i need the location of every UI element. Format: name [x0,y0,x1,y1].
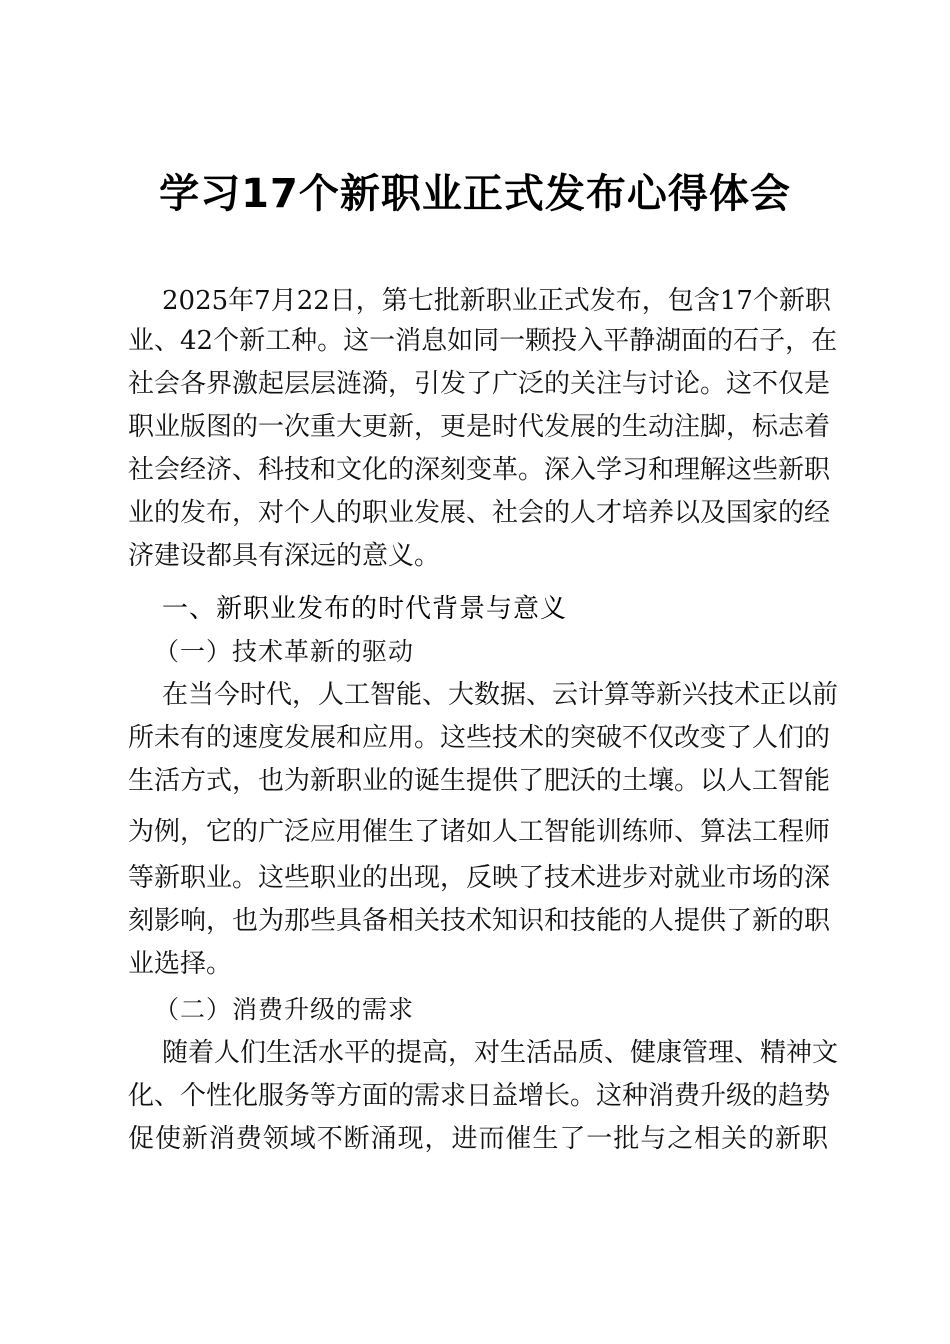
paragraph-line: 等新职业。这些职业的出现，反映了技术进步对就业市场的深 [128,863,831,893]
paragraph-line: 济建设都具有深远的意义。 [128,541,441,571]
document-title: 学习17个新职业正式发布心得体会 [159,171,791,217]
subsection-heading: （二）消费升级的需求 [154,995,415,1024]
section-heading: 一、新职业发布的时代背景与意义 [162,594,568,624]
paragraph-line: 促使新消费领域不断涌现，进而催生了一批与之相关的新职 [128,1124,828,1154]
paragraph-line: 随着人们生活水平的提高，对生活品质、健康管理、精神文 [162,1038,839,1068]
paragraph-line: 社会经济、科技和文化的深刻变革。深入学习和理解这些新职 [128,455,831,485]
paragraph-line: 生活方式，也为新职业的诞生提供了肥沃的土壤。以人工智能 [128,766,831,796]
paragraph-line: 为例，它的广泛应用催生了诸如人工智能训练师、算法工程师 [128,817,831,847]
paragraph-line: 业选择。 [128,949,233,979]
paragraph-line: 刻影响，也为那些具备相关技术知识和技能的人提供了新的职 [128,906,831,936]
paragraph-line: 2025年7月22日，第七批新职业正式发布，包含17个新职 [162,286,831,316]
subsection-heading: （一）技术革新的驱动 [154,637,415,666]
paragraph-line: 化、个性化服务等方面的需求日益增长。这种消费升级的趋势 [128,1081,831,1111]
paragraph-line: 所未有的速度发展和应用。这些技术的突破不仅改变了人们的 [128,723,831,753]
paragraph-line: 在当今时代，人工智能、大数据、云计算等新兴技术正以前 [162,680,839,710]
paragraph-line: 业的发布，对个人的职业发展、社会的人才培养以及国家的经 [128,498,831,528]
paragraph-line: 职业版图的一次重大更新，更是时代发展的生动注脚，标志着 [128,412,831,442]
paragraph-line: 社会各界激起层层涟漪，引发了广泛的关注与讨论。这不仅是 [128,369,831,399]
paragraph-line: 业、42个新工种。这一消息如同一颗投入平静湖面的石子，在 [128,326,838,356]
